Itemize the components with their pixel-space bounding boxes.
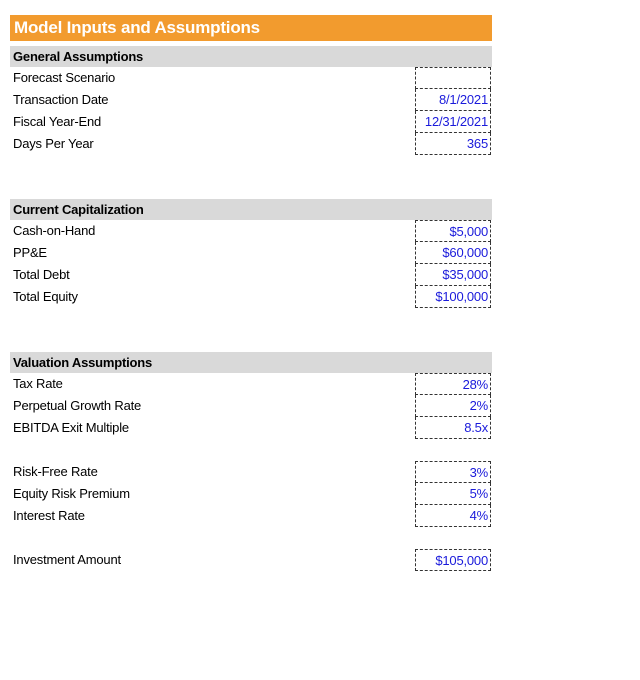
- row-label: Perpetual Growth Rate: [13, 398, 142, 413]
- row-fiscal-year-end: [10, 111, 492, 133]
- spacer: [10, 527, 492, 549]
- ppe-input[interactable]: $60,000: [415, 242, 491, 264]
- row-equity-risk-premium: [10, 483, 492, 505]
- row-label: Tax Rate: [13, 376, 63, 391]
- transaction-date-input[interactable]: 8/1/2021: [415, 89, 491, 111]
- section-header-general: General Assumptions: [10, 46, 492, 67]
- fiscal-year-end-input[interactable]: 12/31/2021: [415, 111, 491, 133]
- tax-rate-input[interactable]: 28%: [415, 373, 491, 395]
- row-tax-rate: [10, 373, 492, 395]
- days-per-year-input[interactable]: 365: [415, 133, 491, 155]
- row-label: Total Debt: [13, 267, 70, 282]
- row-risk-free-rate: [10, 461, 492, 483]
- interest-rate-input[interactable]: 4%: [415, 505, 491, 527]
- row-interest-rate: [10, 505, 492, 527]
- row-label: EBITDA Exit Multiple: [13, 420, 129, 435]
- perpetual-growth-rate-input[interactable]: 2%: [415, 395, 491, 417]
- row-label: Transaction Date: [13, 92, 109, 107]
- total-debt-input[interactable]: $35,000: [415, 264, 491, 286]
- row-label: Days Per Year: [13, 136, 94, 151]
- investment-amount-input[interactable]: $105,000: [415, 549, 491, 571]
- row-label: Equity Risk Premium: [13, 486, 130, 501]
- row-transaction-date: [10, 89, 492, 111]
- ebitda-exit-multiple-input[interactable]: 8.5x: [415, 417, 491, 439]
- row-label: Interest Rate: [13, 508, 85, 523]
- cash-on-hand-input[interactable]: $5,000: [415, 220, 491, 242]
- forecast-scenario-input[interactable]: [415, 67, 491, 89]
- row-label: Investment Amount: [13, 552, 121, 567]
- equity-risk-premium-input[interactable]: 5%: [415, 483, 491, 505]
- spacer: [10, 308, 492, 352]
- row-forecast-scenario: [10, 67, 492, 89]
- spacer: [10, 155, 492, 199]
- row-total-debt: [10, 264, 492, 286]
- row-cash-on-hand: [10, 220, 492, 242]
- risk-free-rate-input[interactable]: 3%: [415, 461, 491, 483]
- row-days-per-year: [10, 133, 492, 155]
- total-equity-input[interactable]: $100,000: [415, 286, 491, 308]
- assumptions-sheet: [10, 15, 492, 571]
- section-header-valuation: Valuation Assumptions: [10, 352, 492, 373]
- row-ebitda-exit-multiple: [10, 417, 492, 439]
- sheet-title: Model Inputs and Assumptions: [10, 15, 492, 41]
- row-label: Fiscal Year-End: [13, 114, 102, 129]
- row-perpetual-growth-rate: [10, 395, 492, 417]
- row-investment-amount: [10, 549, 492, 571]
- row-label: Total Equity: [13, 289, 78, 304]
- row-label: Forecast Scenario: [13, 70, 116, 85]
- row-label: PP&E: [13, 245, 47, 260]
- row-label: Cash-on-Hand: [13, 223, 96, 238]
- row-total-equity: [10, 286, 492, 308]
- section-header-capitalization: Current Capitalization: [10, 199, 492, 220]
- spacer: [10, 439, 492, 461]
- row-ppe: [10, 242, 492, 264]
- row-label: Risk-Free Rate: [13, 464, 98, 479]
